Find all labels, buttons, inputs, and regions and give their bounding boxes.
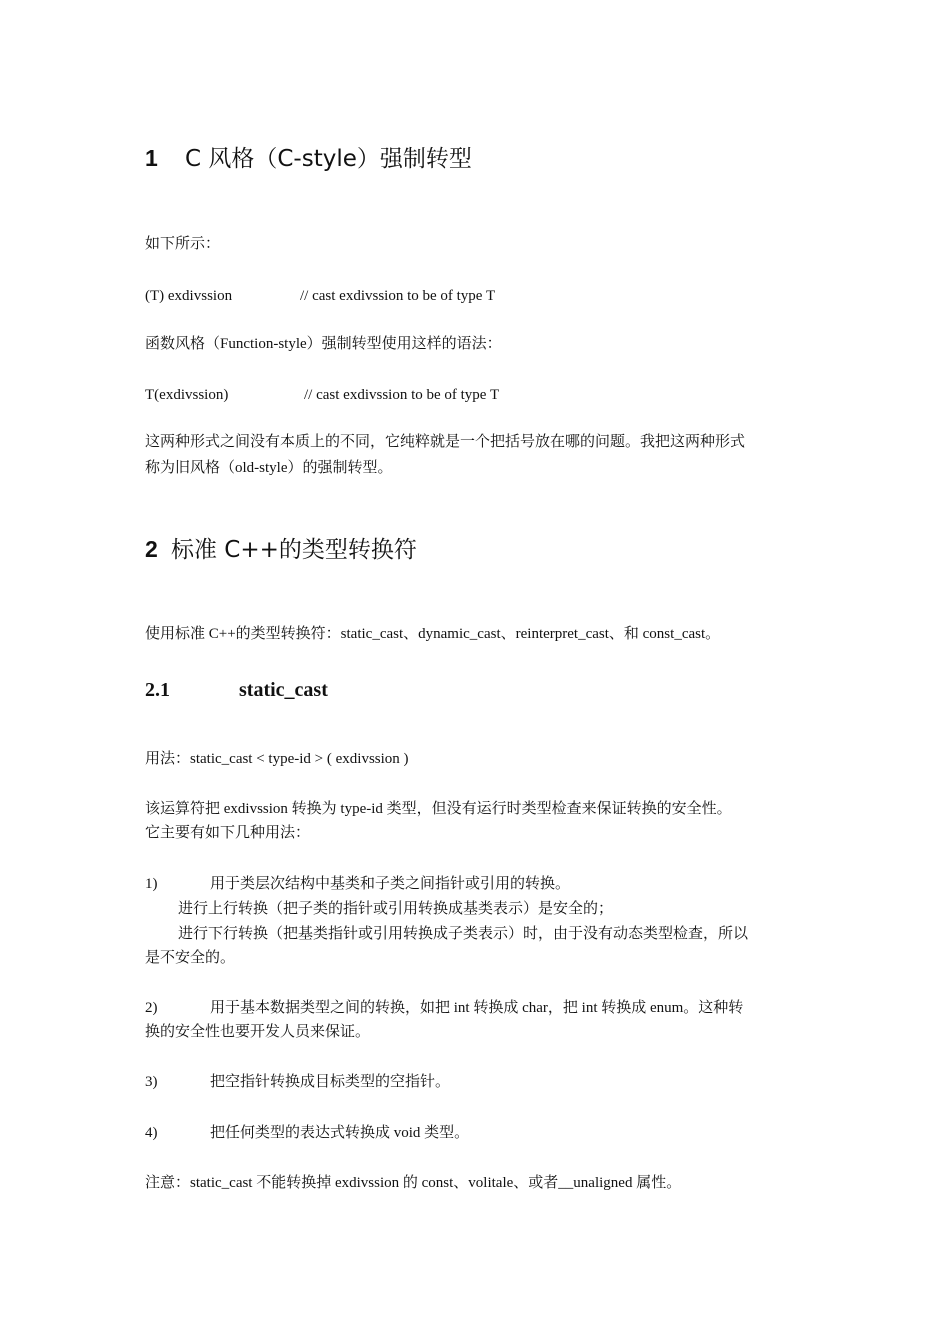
description-line-1: 该运算符把 exdivssion 转换为 type-id 类型，但没有运行时类型检查来保证转换的安全性。 [145,801,732,817]
code-comment: // cast exdivssion to be of type T [300,288,496,304]
list-item-number: 2) [145,1000,158,1016]
list-item-text: 把空指针转换成目标类型的空指针。 [210,1074,451,1090]
section-1-number: 1 [145,145,158,171]
list-item-continuation: 是不安全的。 [145,950,236,966]
list-item-number: 4) [145,1125,158,1141]
section-1-heading [145,140,472,173]
code-example-1 [145,283,810,309]
section-2-1-heading [145,679,328,702]
list-item-text: 把任何类型的表达式转换成 void 类型。 [210,1125,470,1141]
section-2-1-title: static_cast [239,679,328,701]
list-item-continuation: 换的安全性也要开发人员来保证。 [145,1024,371,1040]
list-item-text: 用于基本数据类型之间的转换，如把 int 转换成 char，把 int 转换成 enum。这种转 [210,1000,744,1016]
section-2-1-number: 2.1 [145,679,170,701]
list-item-subline: 进行上行转换（把子类的指针或引用转换成基类表示）是安全的； [178,901,614,917]
section-2-intro: 使用标准 C++的类型转换符：static_cast、dynamic_cast、reinterpret_cast、和 const_cast。 [145,626,721,642]
list-item-subline: 进行下行转换（把基类指针或引用转换成子类表示）时，由于没有动态类型检查，所以 [178,926,749,942]
section-1-intro: 如下所示： [145,236,221,252]
section-2-title: 标准 C++的类型转换符 [171,537,417,563]
section-2-heading [145,531,417,564]
summary-line-2: 称为旧风格（old-style）的强制转型。 [145,460,393,476]
summary-line-1: 这两种形式之间没有本质上的不同，它纯粹就是一个把括号放在哪的问题。我把这两种形式 [145,434,746,450]
code-example-2 [145,382,810,408]
code-comment: // cast exdivssion to be of type T [304,387,500,403]
code-expression: (T) exdivssion [145,288,233,304]
section-1-title: C 风格（C-style）强制转型 [185,146,472,172]
function-style-text: 函数风格（Function-style）强制转型使用这样的语法： [145,336,502,352]
list-item-text: 用于类层次结构中基类和子类之间指针或引用的转换。 [210,876,571,892]
list-item-number: 3) [145,1074,158,1090]
list-item-number: 1) [145,876,158,892]
code-expression: T(exdivssion) [145,387,229,403]
note-text: 注意：static_cast 不能转换掉 exdivssion 的 const、volitale、或者__unaligned 属性。 [145,1175,682,1191]
section-2-number: 2 [145,536,158,562]
description-line-2: 它主要有如下几种用法： [145,825,311,841]
usage-text: 用法：static_cast < type-id > ( exdivssion ) [145,751,409,767]
